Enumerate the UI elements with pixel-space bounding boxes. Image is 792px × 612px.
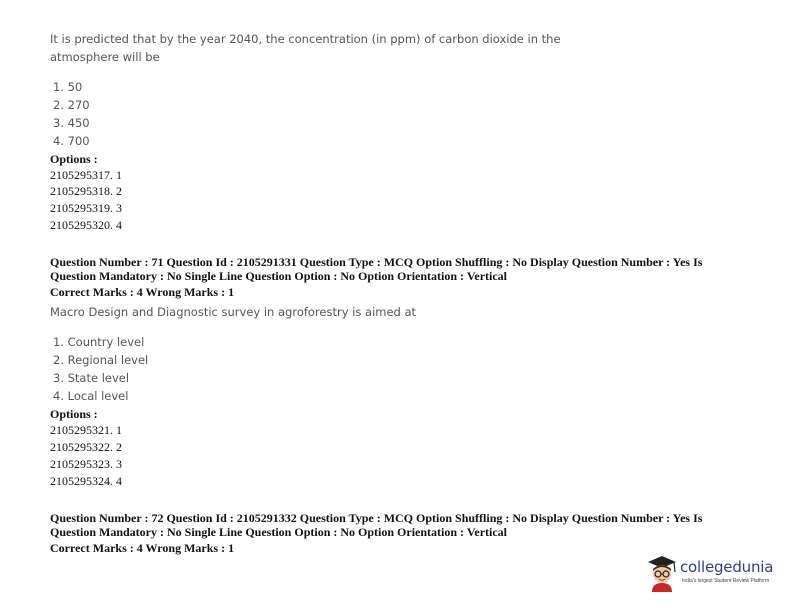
q71-option-id-1: 2105295321. 1 (50, 423, 122, 437)
q70-text-line1: It is predicted that by the year 2040, the concentration (in ppm) of carbon dioxide in the (50, 32, 561, 46)
student-mascot-icon (644, 552, 680, 597)
q70-option-id-1: 2105295317. 1 (50, 168, 122, 182)
q71-choice-1: 1. Country level (53, 335, 145, 349)
logo-wordmark: collegedunia (680, 558, 774, 576)
q72-meta-line1: Question Number : 72 Question Id : 2105291332 Question Type : MCQ Option Shuffling : No Display Question Number : Yes Is (50, 511, 703, 525)
q70-options-label: Options : (50, 152, 98, 166)
logo-tagline: India's largest Student Review Platform (682, 578, 770, 584)
q70-choice-1: 1. 50 (53, 80, 83, 94)
q71-meta-line1: Question Number : 71 Question Id : 2105291331 Question Type : MCQ Option Shuffling : No Display Question Number : Yes Is (50, 255, 703, 269)
q71-choice-4: 4. Local level (53, 389, 129, 403)
q71-option-id-3: 2105295323. 3 (50, 457, 122, 471)
q71-text: Macro Design and Diagnostic survey in agroforestry is aimed at (50, 305, 417, 319)
q71-option-id-2: 2105295322. 2 (50, 440, 122, 454)
q70-option-id-2: 2105295318. 2 (50, 184, 122, 198)
q71-meta-line2: Question Mandatory : No Single Line Question Option : No Option Orientation : Vertical (50, 269, 508, 283)
q71-options-label: Options : (50, 407, 98, 421)
collegedunia-logo (644, 552, 784, 596)
q71-option-id-4: 2105295324. 4 (50, 474, 122, 488)
q70-text-line2: atmosphere will be (50, 50, 160, 64)
q71-marks: Correct Marks : 4 Wrong Marks : 1 (50, 285, 235, 299)
q70-option-id-4: 2105295320. 4 (50, 218, 122, 232)
q70-choice-4: 4. 700 (53, 134, 90, 148)
q70-option-id-3: 2105295319. 3 (50, 201, 122, 215)
q72-meta-line2: Question Mandatory : No Single Line Question Option : No Option Orientation : Vertical (50, 525, 508, 539)
q70-choice-3: 3. 450 (53, 116, 90, 130)
q71-choice-3: 3. State level (53, 371, 130, 385)
q71-choice-2: 2. Regional level (53, 353, 149, 367)
q72-marks: Correct Marks : 4 Wrong Marks : 1 (50, 541, 235, 555)
q70-choice-2: 2. 270 (53, 98, 90, 112)
